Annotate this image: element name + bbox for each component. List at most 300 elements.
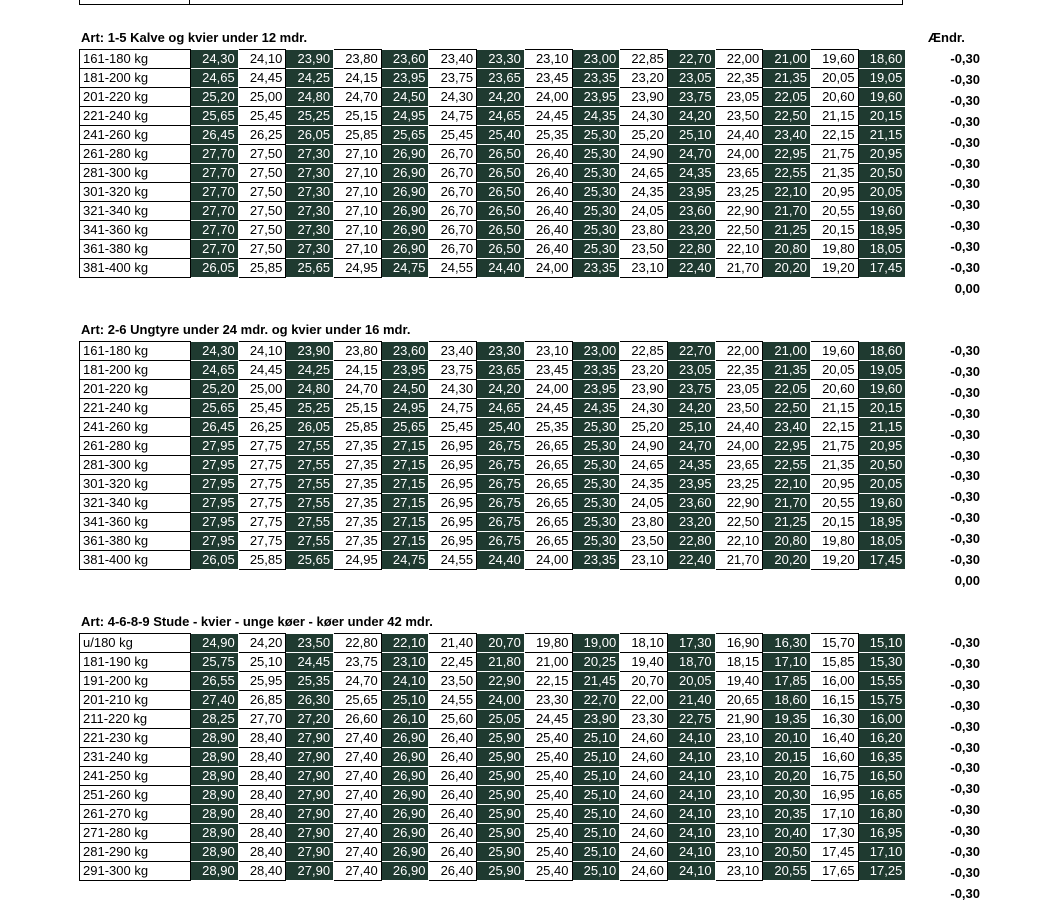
- price-cell: 22,10: [715, 240, 763, 259]
- price-cell: 27,50: [238, 145, 286, 164]
- price-cell: 24,45: [524, 399, 572, 418]
- price-cell: 20,30: [763, 786, 811, 805]
- price-cell: 26,70: [429, 164, 477, 183]
- weight-class-cell: 321-340 kg: [80, 202, 191, 221]
- price-cell: 27,40: [334, 748, 382, 767]
- price-cell: 26,70: [429, 183, 477, 202]
- price-cell: 26,90: [381, 221, 429, 240]
- price-cell: 28,90: [191, 843, 239, 862]
- price-cell: 24,95: [381, 107, 429, 126]
- table-row: [80, 862, 906, 881]
- price-cell: 24,35: [667, 164, 715, 183]
- price-cell: 21,90: [715, 710, 763, 729]
- price-cell: 27,90: [286, 767, 334, 786]
- price-cell: 25,90: [477, 748, 525, 767]
- price-cell: 24,55: [429, 551, 477, 570]
- price-cell: 24,55: [429, 691, 477, 710]
- price-cell: 23,40: [429, 342, 477, 361]
- table-row: [80, 50, 906, 69]
- price-cell: 23,05: [667, 361, 715, 380]
- price-cell: 24,45: [238, 69, 286, 88]
- price-cell: 27,30: [286, 164, 334, 183]
- price-cell: 25,40: [524, 805, 572, 824]
- price-cell: 18,05: [858, 240, 906, 259]
- price-cell: 24,20: [667, 107, 715, 126]
- price-cell: 23,40: [429, 50, 477, 69]
- weight-class-cell: 231-240 kg: [80, 748, 191, 767]
- price-cell: 26,90: [381, 240, 429, 259]
- price-cell: 26,50: [477, 202, 525, 221]
- change-value: -0,30: [950, 864, 980, 880]
- price-cell: 25,65: [381, 418, 429, 437]
- price-cell: 23,60: [667, 494, 715, 513]
- price-cell: 24,60: [620, 767, 668, 786]
- price-cell: 27,75: [238, 494, 286, 513]
- price-cell: 19,00: [572, 634, 620, 653]
- price-table: [79, 49, 906, 278]
- price-cell: 23,10: [715, 767, 763, 786]
- price-cell: 25,00: [238, 88, 286, 107]
- price-cell: 27,75: [238, 475, 286, 494]
- price-cell: 25,30: [572, 183, 620, 202]
- price-cell: 26,90: [381, 824, 429, 843]
- table-row: [80, 475, 906, 494]
- weight-class-cell: 251-260 kg: [80, 786, 191, 805]
- price-cell: 22,40: [667, 259, 715, 278]
- price-cell: 23,60: [667, 202, 715, 221]
- table-row: [80, 399, 906, 418]
- price-cell: 18,95: [858, 221, 906, 240]
- price-cell: 25,40: [524, 786, 572, 805]
- price-cell: 28,40: [238, 748, 286, 767]
- price-cell: 28,90: [191, 824, 239, 843]
- price-cell: 24,45: [238, 361, 286, 380]
- change-value: -0,30: [950, 343, 980, 358]
- price-cell: 16,50: [858, 767, 906, 786]
- price-cell: 24,00: [477, 691, 525, 710]
- price-cell: 19,80: [524, 634, 572, 653]
- price-cell: 25,10: [381, 691, 429, 710]
- price-cell: 25,30: [572, 221, 620, 240]
- price-cell: 21,70: [715, 259, 763, 278]
- weight-class-cell: 161-180 kg: [80, 342, 191, 361]
- price-cell: 27,50: [238, 164, 286, 183]
- price-cell: 22,80: [334, 634, 382, 653]
- price-cell: 24,80: [286, 88, 334, 107]
- price-cell: 20,55: [810, 202, 858, 221]
- price-cell: 17,25: [858, 862, 906, 881]
- price-cell: 23,35: [572, 551, 620, 570]
- change-value: -0,30: [950, 552, 980, 567]
- price-cell: 27,55: [286, 513, 334, 532]
- price-cell: 25,85: [238, 551, 286, 570]
- price-cell: 25,40: [524, 729, 572, 748]
- price-cell: 27,95: [191, 475, 239, 494]
- price-cell: 21,00: [763, 342, 811, 361]
- table-row: [80, 202, 906, 221]
- price-cell: 28,40: [238, 843, 286, 862]
- price-cell: 16,65: [858, 786, 906, 805]
- price-cell: 22,00: [715, 342, 763, 361]
- price-cell: 16,75: [810, 767, 858, 786]
- price-cell: 27,70: [191, 145, 239, 164]
- price-cell: 24,95: [334, 551, 382, 570]
- price-cell: 27,95: [191, 437, 239, 456]
- price-cell: 23,90: [572, 710, 620, 729]
- price-cell: 22,50: [715, 513, 763, 532]
- price-cell: 24,95: [381, 399, 429, 418]
- price-cell: 22,35: [715, 69, 763, 88]
- price-cell: 26,65: [524, 494, 572, 513]
- price-cell: 23,30: [477, 342, 525, 361]
- price-cell: 24,40: [477, 259, 525, 278]
- price-cell: 27,50: [238, 240, 286, 259]
- price-cell: 24,55: [429, 259, 477, 278]
- price-cell: 22,70: [572, 691, 620, 710]
- table-row: [80, 183, 906, 202]
- price-cell: 23,05: [667, 69, 715, 88]
- price-cell: 26,90: [381, 202, 429, 221]
- price-cell: 23,65: [477, 361, 525, 380]
- price-cell: 23,75: [429, 69, 477, 88]
- weight-class-cell: 281-290 kg: [80, 843, 191, 862]
- price-cell: 26,65: [524, 513, 572, 532]
- price-cell: 26,65: [524, 532, 572, 551]
- price-cell: 27,35: [334, 532, 382, 551]
- price-cell: 27,90: [286, 862, 334, 881]
- weight-class-cell: 241-260 kg: [80, 418, 191, 437]
- price-cell: 21,25: [763, 221, 811, 240]
- price-cell: 24,10: [667, 729, 715, 748]
- price-cell: 27,55: [286, 532, 334, 551]
- price-cell: 25,25: [286, 399, 334, 418]
- table-row: [80, 456, 906, 475]
- weight-class-cell: 221-240 kg: [80, 107, 191, 126]
- price-cell: 19,20: [810, 259, 858, 278]
- price-cell: 24,05: [620, 494, 668, 513]
- price-cell: 17,45: [858, 551, 906, 570]
- price-cell: 24,45: [524, 107, 572, 126]
- change-value: -0,30: [950, 510, 980, 526]
- price-cell: 18,70: [667, 653, 715, 672]
- price-cell: 22,80: [667, 532, 715, 551]
- price-cell: 24,25: [286, 69, 334, 88]
- price-cell: 24,40: [715, 126, 763, 145]
- price-cell: 24,60: [620, 786, 668, 805]
- table-row: [80, 672, 906, 691]
- price-cell: 26,40: [429, 729, 477, 748]
- price-cell: 25,30: [572, 145, 620, 164]
- price-cell: 28,40: [238, 862, 286, 881]
- table-row: [80, 551, 906, 570]
- price-cell: 21,75: [810, 437, 858, 456]
- price-cell: 20,55: [763, 862, 811, 881]
- price-cell: 20,05: [810, 69, 858, 88]
- price-cell: 20,80: [763, 532, 811, 551]
- price-cell: 26,75: [477, 456, 525, 475]
- price-cell: 27,55: [286, 494, 334, 513]
- price-cell: 23,80: [334, 50, 382, 69]
- weight-class-cell: 261-280 kg: [80, 437, 191, 456]
- change-value: -0,30: [950, 197, 980, 213]
- price-cell: 26,25: [238, 126, 286, 145]
- price-cell: 23,75: [429, 361, 477, 380]
- table-row: [80, 767, 906, 786]
- price-cell: 23,25: [715, 183, 763, 202]
- change-value: -0,30: [950, 468, 980, 484]
- price-cell: 24,70: [334, 672, 382, 691]
- price-cell: 27,70: [191, 221, 239, 240]
- price-cell: 25,65: [191, 399, 239, 418]
- weight-class-cell: 261-280 kg: [80, 145, 191, 164]
- price-cell: 27,90: [286, 729, 334, 748]
- price-cell: 23,65: [715, 456, 763, 475]
- price-cell: 23,30: [477, 50, 525, 69]
- price-cell: 26,45: [191, 418, 239, 437]
- price-cell: 25,25: [286, 107, 334, 126]
- price-cell: 24,05: [620, 202, 668, 221]
- price-cell: 27,55: [286, 475, 334, 494]
- price-cell: 25,30: [572, 418, 620, 437]
- price-cell: 28,90: [191, 862, 239, 881]
- price-cell: 25,60: [429, 710, 477, 729]
- price-cell: 22,80: [667, 240, 715, 259]
- table-row: [80, 710, 906, 729]
- price-cell: 26,30: [286, 691, 334, 710]
- weight-class-cell: 301-320 kg: [80, 183, 191, 202]
- price-cell: 24,00: [524, 259, 572, 278]
- price-cell: 19,60: [858, 494, 906, 513]
- price-cell: 18,60: [858, 50, 906, 69]
- price-cell: 21,15: [810, 107, 858, 126]
- table-row: [80, 342, 906, 361]
- price-cell: 20,95: [858, 437, 906, 456]
- price-cell: 24,35: [667, 456, 715, 475]
- change-value: -0,30: [950, 718, 980, 734]
- price-cell: 17,45: [810, 843, 858, 862]
- price-cell: 27,10: [334, 145, 382, 164]
- price-cell: 27,75: [238, 532, 286, 551]
- change-value: -0,30: [950, 739, 980, 755]
- price-cell: 21,15: [858, 126, 906, 145]
- price-cell: 26,90: [381, 862, 429, 881]
- weight-class-cell: 181-190 kg: [80, 653, 191, 672]
- weight-class-cell: 291-300 kg: [80, 862, 191, 881]
- price-cell: 23,20: [620, 361, 668, 380]
- price-cell: 27,40: [334, 729, 382, 748]
- change-value: 0,00: [954, 572, 980, 588]
- change-value: -0,30: [950, 363, 980, 379]
- price-cell: 18,60: [763, 691, 811, 710]
- price-cell: 22,50: [715, 221, 763, 240]
- price-cell: 25,85: [334, 418, 382, 437]
- price-cell: 27,70: [191, 164, 239, 183]
- price-cell: 24,10: [667, 748, 715, 767]
- price-cell: 26,05: [286, 418, 334, 437]
- price-cell: 25,10: [572, 862, 620, 881]
- price-cell: 15,10: [858, 634, 906, 653]
- price-cell: 26,70: [429, 202, 477, 221]
- price-cell: 24,45: [524, 710, 572, 729]
- table-row: [80, 437, 906, 456]
- price-cell: 24,10: [238, 50, 286, 69]
- price-cell: 23,95: [572, 380, 620, 399]
- weight-class-cell: 201-220 kg: [80, 88, 191, 107]
- price-cell: 27,70: [238, 710, 286, 729]
- price-cell: 27,50: [238, 202, 286, 221]
- price-cell: 24,30: [191, 50, 239, 69]
- change-value: -0,30: [950, 176, 980, 192]
- price-cell: 24,30: [620, 107, 668, 126]
- weight-class-cell: 381-400 kg: [80, 259, 191, 278]
- price-cell: 15,55: [858, 672, 906, 691]
- price-cell: 22,70: [667, 342, 715, 361]
- table-row: [80, 843, 906, 862]
- price-cell: 24,10: [667, 805, 715, 824]
- change-value: -0,30: [950, 697, 980, 713]
- weight-class-cell: 181-200 kg: [80, 361, 191, 380]
- price-cell: 21,35: [810, 456, 858, 475]
- price-cell: 17,65: [810, 862, 858, 881]
- price-cell: 25,35: [286, 672, 334, 691]
- change-value: -0,30: [950, 51, 980, 66]
- change-value: -0,30: [950, 823, 980, 839]
- price-cell: 20,05: [667, 672, 715, 691]
- price-cell: 24,25: [286, 361, 334, 380]
- price-cell: 24,20: [667, 399, 715, 418]
- price-cell: 17,30: [667, 634, 715, 653]
- price-cell: 26,95: [429, 437, 477, 456]
- price-cell: 27,35: [334, 437, 382, 456]
- price-cell: 22,10: [763, 183, 811, 202]
- price-cell: 26,90: [381, 183, 429, 202]
- price-cell: 25,30: [572, 532, 620, 551]
- price-cell: 24,75: [429, 107, 477, 126]
- price-cell: 25,90: [477, 824, 525, 843]
- price-cell: 26,40: [524, 164, 572, 183]
- price-cell: 22,50: [763, 399, 811, 418]
- price-cell: 24,40: [715, 418, 763, 437]
- price-cell: 17,10: [858, 843, 906, 862]
- price-cell: 23,10: [715, 843, 763, 862]
- change-value: -0,30: [950, 155, 980, 171]
- weight-class-cell: 261-270 kg: [80, 805, 191, 824]
- table-row: [80, 126, 906, 145]
- change-value: 0,00: [954, 280, 980, 296]
- price-cell: 23,05: [715, 380, 763, 399]
- price-cell: 26,40: [524, 145, 572, 164]
- change-column-header: Ændr.: [928, 30, 965, 45]
- price-cell: 28,90: [191, 767, 239, 786]
- price-cell: 25,30: [572, 513, 620, 532]
- price-cell: 21,40: [667, 691, 715, 710]
- price-cell: 25,40: [524, 862, 572, 881]
- price-cell: 23,20: [620, 69, 668, 88]
- price-cell: 25,65: [334, 691, 382, 710]
- price-cell: 27,95: [191, 532, 239, 551]
- price-cell: 27,90: [286, 748, 334, 767]
- price-cell: 17,45: [858, 259, 906, 278]
- price-cell: 23,50: [429, 672, 477, 691]
- price-cell: 24,50: [381, 380, 429, 399]
- price-cell: 15,85: [810, 653, 858, 672]
- price-cell: 16,95: [858, 824, 906, 843]
- price-cell: 22,10: [763, 475, 811, 494]
- price-cell: 23,20: [667, 221, 715, 240]
- price-cell: 27,95: [191, 513, 239, 532]
- price-cell: 25,65: [286, 551, 334, 570]
- price-cell: 26,75: [477, 532, 525, 551]
- price-cell: 24,10: [238, 342, 286, 361]
- price-cell: 21,00: [763, 50, 811, 69]
- price-cell: 19,60: [810, 50, 858, 69]
- section-title: Art: 1-5 Kalve og kvier under 12 mdr.: [81, 30, 308, 45]
- price-cell: 26,70: [429, 240, 477, 259]
- price-cell: 23,95: [381, 361, 429, 380]
- price-cell: 28,40: [238, 767, 286, 786]
- price-cell: 28,90: [191, 805, 239, 824]
- price-cell: 25,90: [477, 862, 525, 881]
- price-cell: 27,15: [381, 475, 429, 494]
- price-cell: 23,80: [620, 513, 668, 532]
- price-cell: 25,65: [191, 107, 239, 126]
- price-cell: 27,70: [191, 183, 239, 202]
- price-cell: 23,10: [620, 551, 668, 570]
- price-cell: 21,70: [763, 202, 811, 221]
- price-cell: 24,60: [620, 843, 668, 862]
- price-cell: 24,00: [715, 145, 763, 164]
- price-cell: 22,00: [620, 691, 668, 710]
- price-cell: 16,40: [810, 729, 858, 748]
- weight-class-cell: 361-380 kg: [80, 532, 191, 551]
- price-cell: 20,15: [858, 399, 906, 418]
- price-cell: 25,10: [572, 786, 620, 805]
- price-cell: 19,80: [810, 240, 858, 259]
- price-cell: 23,50: [715, 399, 763, 418]
- price-cell: 24,75: [381, 259, 429, 278]
- previous-table-divider: [189, 0, 190, 4]
- price-cell: 24,30: [620, 399, 668, 418]
- price-cell: 23,25: [715, 475, 763, 494]
- price-cell: 25,30: [572, 202, 620, 221]
- price-cell: 27,90: [286, 805, 334, 824]
- table-row: [80, 634, 906, 653]
- change-value: -0,30: [950, 384, 980, 400]
- table-row: [80, 691, 906, 710]
- price-cell: 27,35: [334, 513, 382, 532]
- price-cell: 24,50: [381, 88, 429, 107]
- change-value: -0,30: [950, 635, 980, 650]
- price-cell: 25,40: [477, 126, 525, 145]
- price-cell: 20,40: [763, 824, 811, 843]
- price-cell: 25,85: [334, 126, 382, 145]
- change-value: -0,30: [950, 71, 980, 87]
- price-cell: 24,65: [477, 107, 525, 126]
- price-cell: 26,50: [477, 164, 525, 183]
- price-cell: 26,85: [238, 691, 286, 710]
- price-cell: 24,10: [667, 862, 715, 881]
- price-cell: 23,10: [715, 862, 763, 881]
- price-cell: 25,10: [667, 418, 715, 437]
- price-cell: 22,85: [620, 50, 668, 69]
- price-cell: 26,65: [524, 456, 572, 475]
- price-cell: 22,70: [667, 50, 715, 69]
- price-cell: 22,40: [667, 551, 715, 570]
- price-cell: 16,15: [810, 691, 858, 710]
- price-cell: 21,35: [810, 164, 858, 183]
- price-cell: 24,00: [524, 551, 572, 570]
- price-cell: 20,65: [715, 691, 763, 710]
